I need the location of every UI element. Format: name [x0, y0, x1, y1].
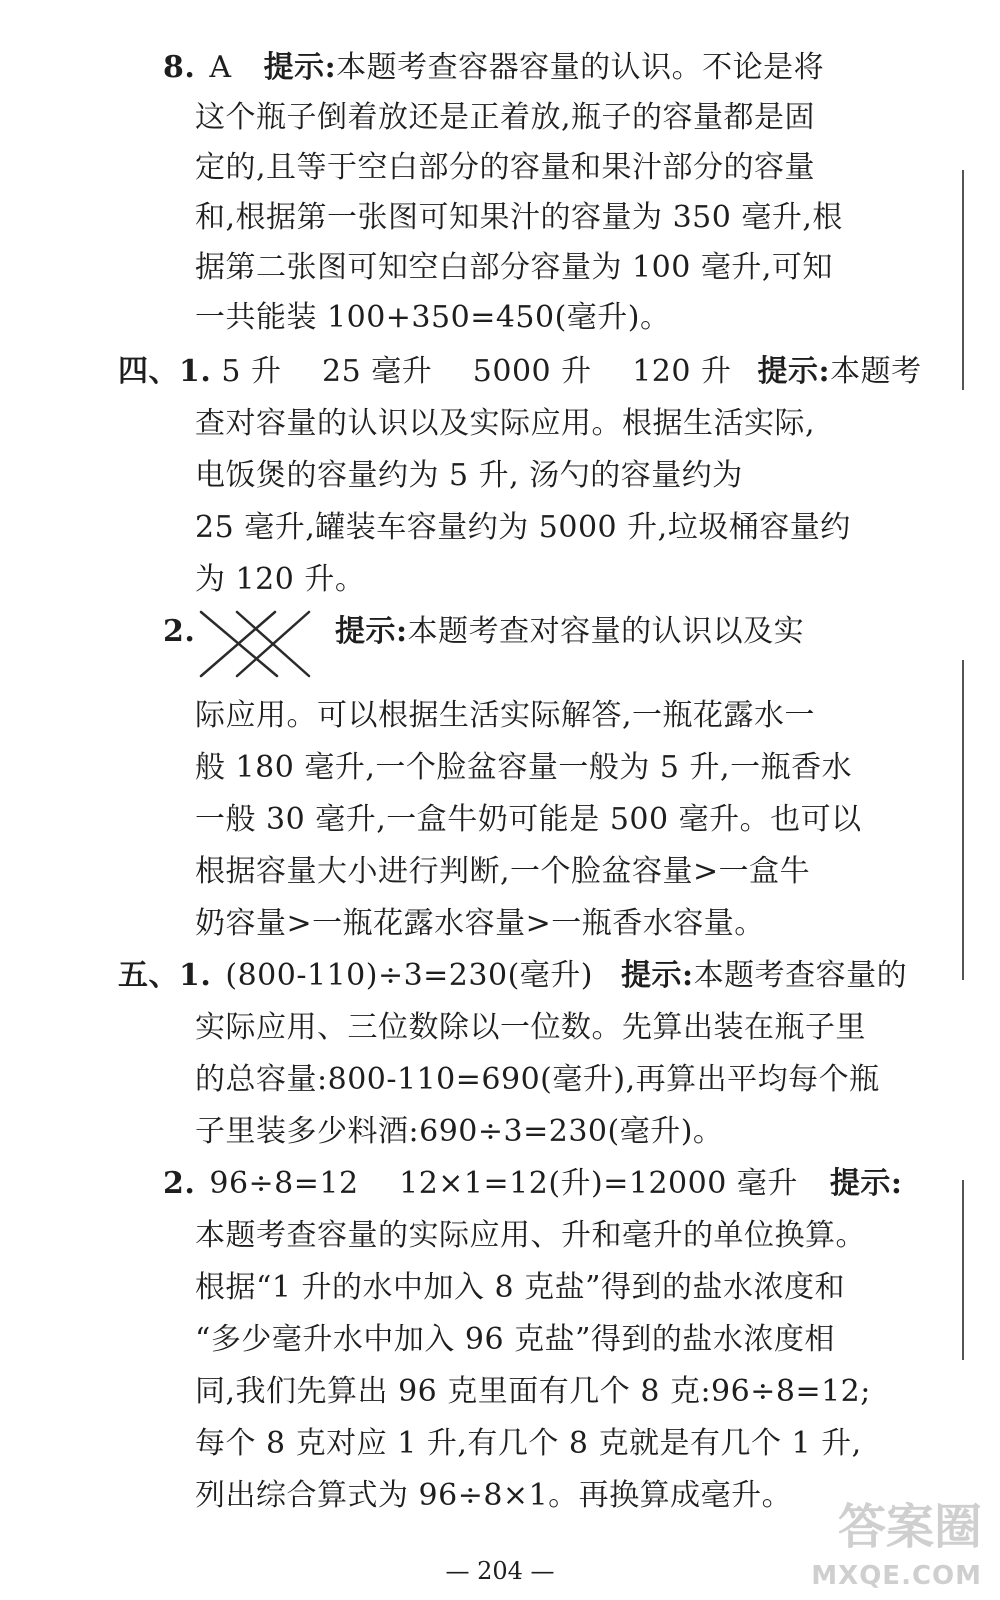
q8-answer: A: [209, 50, 232, 85]
s5q2-hint-label: 提示:: [829, 1166, 903, 1201]
matching-lines-figure: [197, 606, 313, 682]
s4q2-hint-label: 提示:: [335, 614, 408, 649]
q8-text-line-1: 本题考查容器容量的认识。不论是将: [336, 50, 825, 85]
s5q1-number: 1.: [179, 958, 212, 993]
s4q1-hint-label: 提示:: [757, 354, 831, 389]
s5q2-answer: 96÷8=12 12×1=12(升)=12000 毫升: [209, 1166, 798, 1201]
s5q2-number: 2.: [163, 1166, 196, 1201]
s4q2-text-line-5: 根据容量大小进行判断,一个脸盆容量>一盒牛: [195, 854, 811, 889]
q8-number: 8.: [163, 50, 196, 85]
page-edge-mark: [962, 170, 964, 390]
q8-text-line-3: 定的,且等于空白部分的容量和果汁部分的容量: [195, 150, 816, 185]
s5q2-first-line: [163, 1164, 902, 1204]
s5q1-text-line-4: 子里装多少料酒:690÷3=230(毫升)。: [195, 1114, 724, 1149]
s5q1-text-line-2: 实际应用、三位数除以一位数。先算出装在瓶子里: [195, 1010, 866, 1045]
s4q2-first-line: [335, 612, 804, 652]
watermark-top-text: 答案圈: [837, 1499, 982, 1555]
s5q2-text-line-4: 同,我们先算出 96 克里面有几个 8 克:96÷8=12;: [195, 1374, 871, 1409]
s4q2-text-line-4: 一般 30 毫升,一盒牛奶可能是 500 毫升。也可以: [195, 802, 862, 837]
s4q2-text-line-1: 本题考查对容量的认识以及实: [407, 614, 805, 649]
s4q1-text-line-2: 查对容量的认识以及实际应用。根据生活实际,: [195, 406, 816, 441]
page-edge-mark: [962, 1180, 964, 1360]
s5q1-first-line: [118, 956, 907, 996]
s5q2-text-line-1: 本题考查容量的实际应用、升和毫升的单位换算。: [195, 1218, 866, 1253]
watermark-bottom-text: MXQE.COM: [811, 1561, 982, 1591]
q8-text-line-6: 一共能装 100+350=450(毫升)。: [195, 300, 671, 335]
s5q2-text-line-6: 列出综合算式为 96÷8×1。再换算成毫升。: [195, 1478, 793, 1513]
q8-text-line-5: 据第二张图可知空白部分容量为 100 毫升,可知: [195, 250, 833, 285]
s4q1-first-line: [118, 352, 922, 392]
s5q1-hint-label: 提示:: [621, 958, 694, 993]
s5q2-text-line-3: “多少毫升水中加入 96 克盐”得到的盐水浓度相: [195, 1322, 835, 1357]
s4q1-answers: 5 升 25 毫升 5000 升 120 升: [221, 354, 732, 389]
page-number: — 204 —: [445, 1557, 555, 1585]
q8-first-line: [163, 48, 824, 88]
s4q1-text-line-1: 本题考: [830, 354, 922, 389]
q8-text-line-2: 这个瓶子倒着放还是正着放,瓶子的容量都是固: [195, 100, 816, 135]
s5q1-text-line-1: 本题考查容量的: [693, 958, 908, 993]
watermark-logo: [808, 1498, 988, 1598]
s5-section-label: 五、: [118, 958, 179, 993]
s4q2-number: 2.: [163, 614, 196, 649]
s5q2-text-line-5: 每个 8 克对应 1 升,有几个 8 克就是有几个 1 升,: [195, 1426, 862, 1461]
s4q1-text-line-4: 25 毫升,罐装车容量约为 5000 升,垃圾桶容量约: [195, 510, 851, 545]
s4q2-text-line-6: 奶容量>一瓶花露水容量>一瓶香水容量。: [195, 906, 765, 941]
q8-text-line-4: 和,根据第一张图可知果汁的容量为 350 毫升,根: [195, 200, 843, 235]
s5q1-text-line-3: 的总容量:800-110=690(毫升),再算出平均每个瓶: [195, 1062, 880, 1097]
page-edge-mark: [962, 660, 964, 980]
s5q2-text-line-2: 根据“1 升的水中加入 8 克盐”得到的盐水浓度和: [195, 1270, 845, 1305]
s4-section-label: 四、: [118, 354, 179, 389]
s4q2-text-line-3: 般 180 毫升,一个脸盆容量一般为 5 升,一瓶香水: [195, 750, 853, 785]
s5q1-answer: (800-110)÷3=230(毫升): [225, 958, 593, 993]
s4q2-text-line-2: 际应用。可以根据生活实际解答,一瓶花露水一: [195, 698, 816, 733]
q8-hint-label: 提示:: [263, 50, 337, 85]
s4q1-number: 1.: [179, 354, 212, 389]
s4q1-text-line-3: 电饭煲的容量约为 5 升, 汤勺的容量约为: [195, 458, 743, 493]
s4q1-text-line-5: 为 120 升。: [195, 562, 366, 597]
